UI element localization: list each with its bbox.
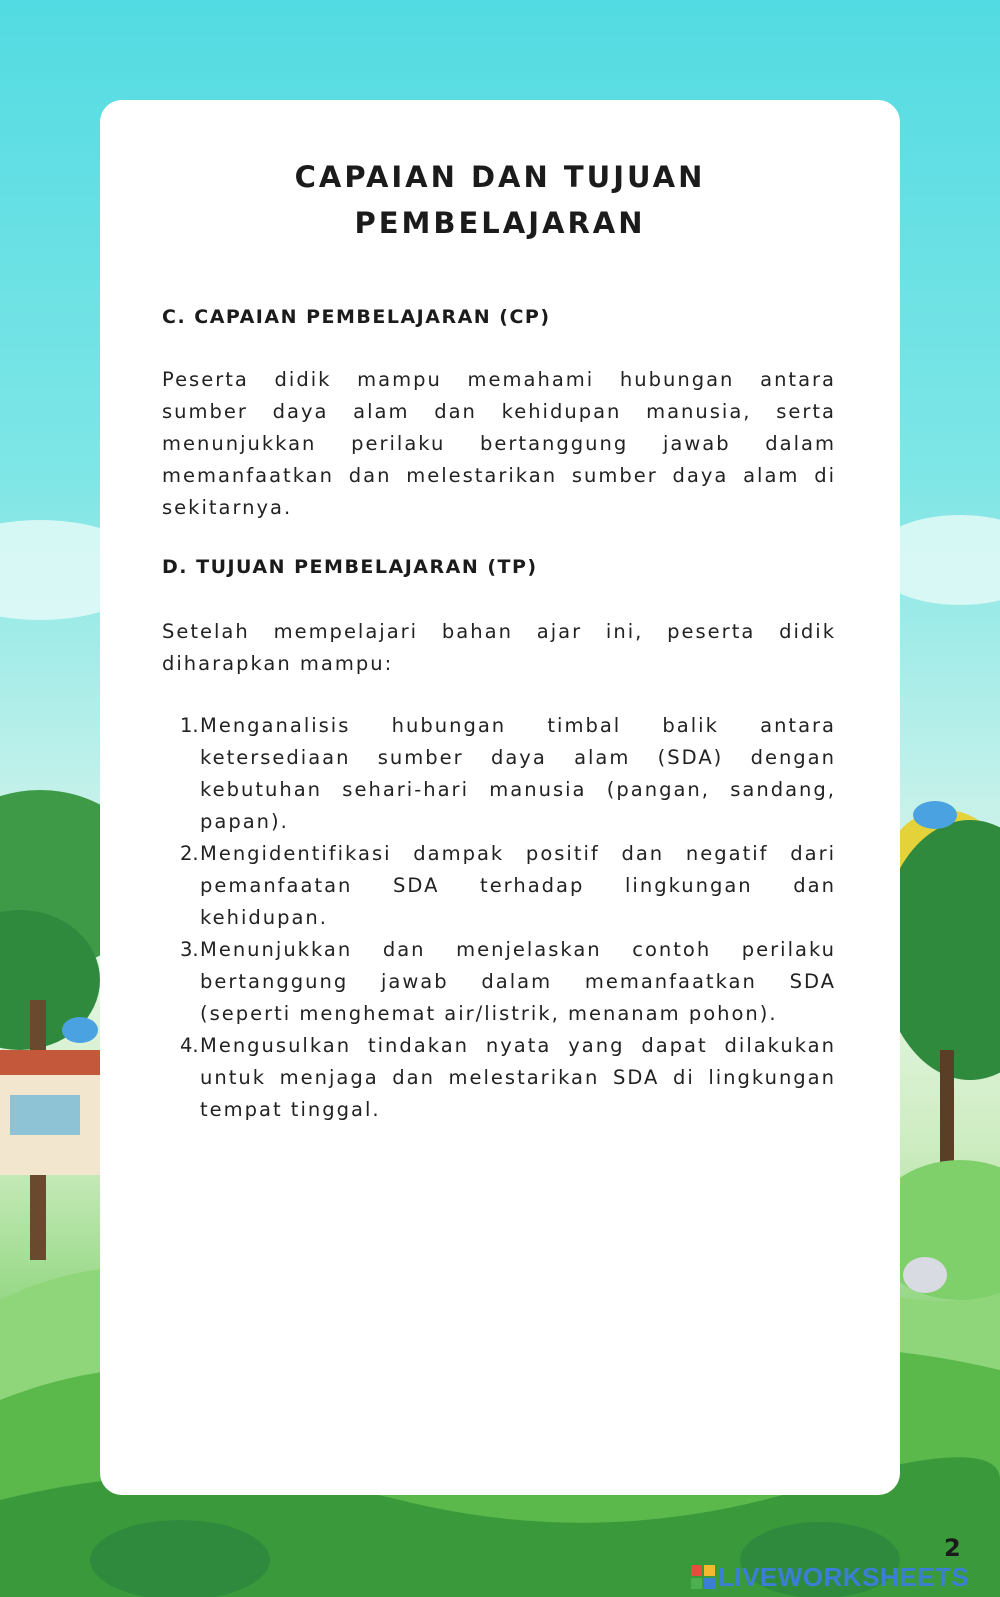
bird-right-icon <box>913 801 957 829</box>
bird-left-icon <box>62 1017 98 1043</box>
list-item-text: Mengidentifikasi dampak positif dan negatif dari pemanfaatan SDA terhadap lingkungan dan kehidupan. <box>200 842 836 929</box>
list-item-text: Menganalisis hubungan timbal balik antara ketersediaan sumber daya alam (SDA) dengan kebutuhan sehari-hari manusia (pangan, sandang, papan). <box>200 714 836 833</box>
content-card <box>100 100 900 1495</box>
section-c-paragraph: Peserta didik mampu memahami hubungan antara sumber daya alam dan kehidupan manusia, serta menunjukkan perilaku bertanggung jawab dalam memanfaatkan dan melestarikan sumber daya alam di sekitarnya. <box>162 368 836 519</box>
list-item-text: Menunjukkan dan menjelaskan contoh perilaku bertanggung jawab dalam memanfaatkan SDA (seperti menghemat air/listrik, menanam pohon). <box>200 938 836 1025</box>
liveworksheets-logo-icon <box>690 1564 716 1590</box>
tree-right-trunk <box>940 1050 954 1170</box>
list-item-number: 2. <box>180 842 199 865</box>
list-item-number: 1. <box>180 714 199 737</box>
page-number: 2 <box>944 1534 961 1562</box>
liveworksheets-brand[interactable] <box>690 1562 969 1592</box>
page-title-line-2: PEMBELAJARAN <box>354 206 646 240</box>
list-item-number: 3. <box>180 938 199 961</box>
brand-name: LIVEWORKSHEETS <box>718 1561 970 1592</box>
house-window <box>10 1095 80 1135</box>
leaf-bottom-left <box>90 1520 270 1597</box>
page-title-line-1: CAPAIAN DAN TUJUAN <box>294 160 706 194</box>
list-item-number: 4. <box>180 1034 199 1057</box>
section-d-intro: Setelah mempelajari bahan ajar ini, peserta didik diharapkan mampu: <box>162 620 836 675</box>
section-c-heading: C. CAPAIAN PEMBELAJARAN (CP) <box>162 306 551 328</box>
list-item-text: Mengusulkan tindakan nyata yang dapat dilakukan untuk menjaga dan melestarikan SDA di lingkungan tempat tinggal. <box>200 1034 836 1121</box>
house-roof <box>0 1050 100 1075</box>
rabbit-icon <box>903 1257 947 1293</box>
section-d-heading: D. TUJUAN PEMBELAJARAN (TP) <box>162 556 538 578</box>
